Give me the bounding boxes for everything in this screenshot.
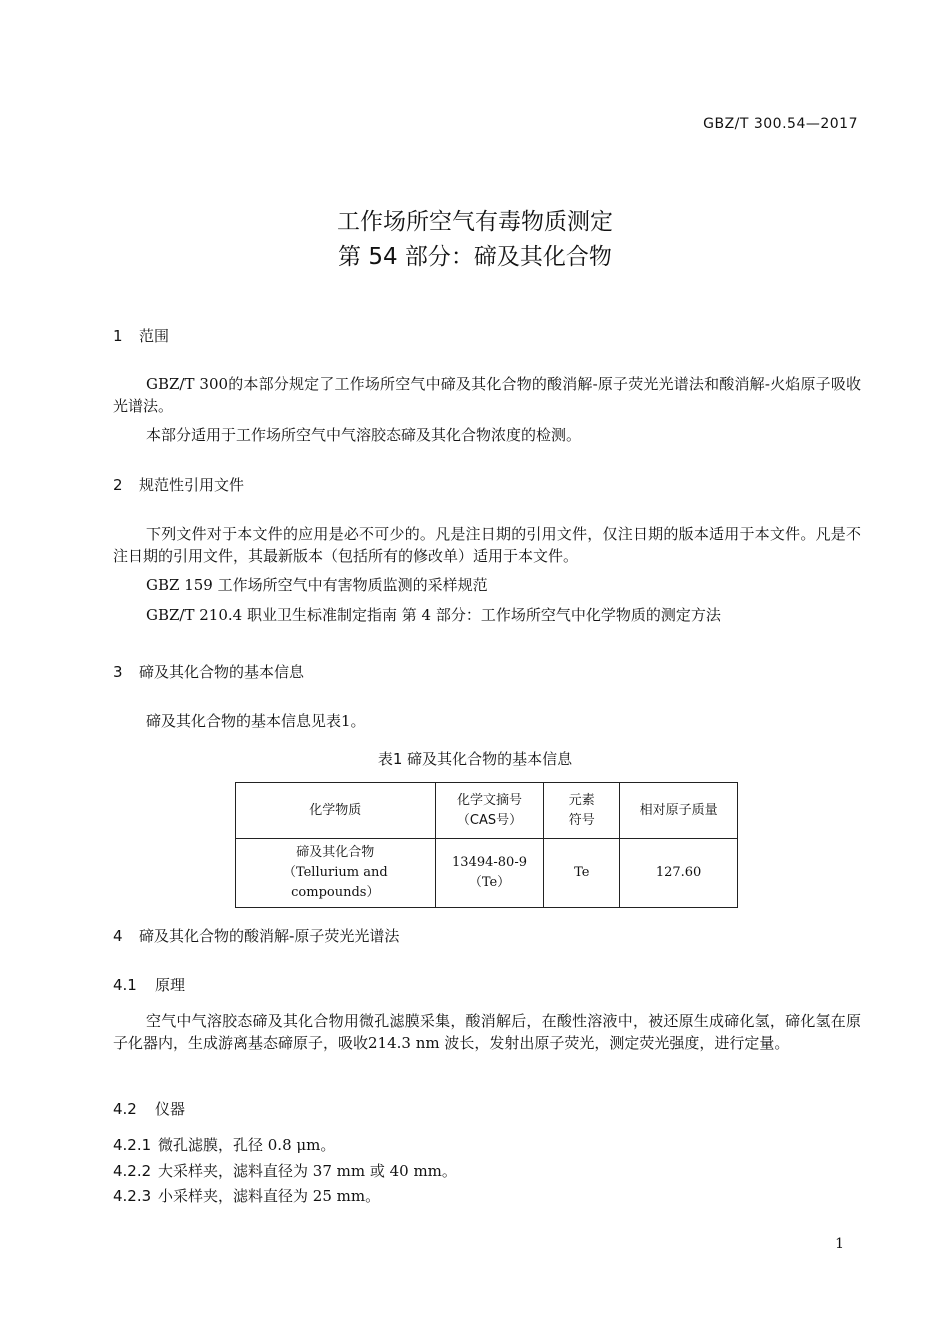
item-number: 4.2.2 <box>113 1162 152 1180</box>
cell-element-symbol: Te <box>544 839 620 908</box>
section-1-paragraph-1: GBZ/T 300的本部分规定了工作场所空气中碲及其化合物的酸消解-原子荧光光谱法和酸消解-火焰原子吸收光谱法。 <box>113 375 861 415</box>
section-4-1-paragraph: 空气中气溶胶态碲及其化合物用微孔滤膜采集，酸消解后，在酸性溶液中，被还原生成碲化氢，碲化氢在原子化器内，生成游离基态碲原子，吸收214.3 nm 波长，发射出原子荧光，测定荧光强度，进行定量。 <box>113 1012 861 1052</box>
item-text: 小采样夹，滤料直径为 25 mm。 <box>158 1187 381 1205</box>
section-2-heading <box>113 474 244 495</box>
cell-substance <box>236 839 436 908</box>
section-title: 规范性引用文件 <box>139 476 245 494</box>
header-cas-line-1: 化学文摘号 <box>457 792 523 808</box>
header-cas <box>435 783 544 839</box>
section-3-heading <box>113 661 304 682</box>
subsection-number: 4.2 <box>113 1100 137 1118</box>
substance-name-cn: 碲及其化合物 <box>296 845 375 860</box>
section-title: 碲及其化合物的酸消解-原子荧光光谱法 <box>139 927 400 945</box>
section-1-heading <box>113 325 169 346</box>
list-item <box>113 1160 457 1181</box>
item-number: 4.2.3 <box>113 1187 152 1205</box>
cas-note: （Te） <box>468 875 511 890</box>
section-4-2-heading <box>113 1098 185 1119</box>
item-text: 微孔滤膜，孔径 0.8 μm。 <box>158 1136 336 1154</box>
list-item <box>113 1134 335 1155</box>
list-item <box>113 1185 380 1206</box>
subsection-title: 仪器 <box>155 1100 186 1118</box>
subsection-title: 原理 <box>155 976 186 994</box>
reference-2: GBZ/T 210.4 职业卫生标准制定指南 第 4 部分：工作场所空气中化学物质的测定方法 <box>146 606 721 624</box>
section-title: 范围 <box>139 327 170 345</box>
header-atomic-mass: 相对原子质量 <box>620 783 738 839</box>
section-3-paragraph-1: 碲及其化合物的基本信息见表1。 <box>146 712 366 730</box>
subsection-number: 4.1 <box>113 976 137 994</box>
reference-1: GBZ 159 工作场所空气中有害物质监测的采样规范 <box>146 576 488 594</box>
page-number: 1 <box>835 1236 844 1252</box>
header-cas-line-2: （CAS号） <box>456 812 523 828</box>
header-substance: 化学物质 <box>236 783 436 839</box>
table-header-row <box>236 783 738 839</box>
header-element-line-2: 符号 <box>568 812 595 828</box>
document-title <box>0 205 950 275</box>
section-number: 4 <box>113 927 123 945</box>
cell-atomic-mass: 127.60 <box>620 839 738 908</box>
header-element-line-1: 元素 <box>568 792 595 808</box>
section-4-1-heading <box>113 974 185 995</box>
item-number: 4.2.1 <box>113 1136 152 1154</box>
section-number: 1 <box>113 327 123 345</box>
section-title: 碲及其化合物的基本信息 <box>139 663 305 681</box>
table-1-caption: 表1 碲及其化合物的基本信息 <box>377 750 573 768</box>
substance-name-en: （Tellurium and compounds） <box>282 865 388 900</box>
section-number: 3 <box>113 663 123 681</box>
table-row <box>236 839 738 908</box>
section-number: 2 <box>113 476 123 494</box>
item-text: 大采样夹，滤料直径为 37 mm 或 40 mm。 <box>158 1162 457 1180</box>
section-4-heading <box>113 925 399 946</box>
section-1-paragraph-2: 本部分适用于工作场所空气中气溶胶态碲及其化合物浓度的检测。 <box>146 426 582 444</box>
section-2-paragraph-1: 下列文件对于本文件的应用是必不可少的。凡是注日期的引用文件，仅注日期的版本适用于本文件。凡是不注日期的引用文件，其最新版本（包括所有的修改单）适用于本文件。 <box>113 525 861 565</box>
standard-code: GBZ/T 300.54—2017 <box>703 116 858 132</box>
header-element-symbol <box>544 783 620 839</box>
cell-cas <box>435 839 544 908</box>
cas-number: 13494-80-9 <box>452 855 527 870</box>
table-1 <box>235 782 738 908</box>
title-line-2: 第 54 部分：碲及其化合物 <box>338 244 612 270</box>
title-line-1: 工作场所空气有毒物质测定 <box>337 209 613 235</box>
